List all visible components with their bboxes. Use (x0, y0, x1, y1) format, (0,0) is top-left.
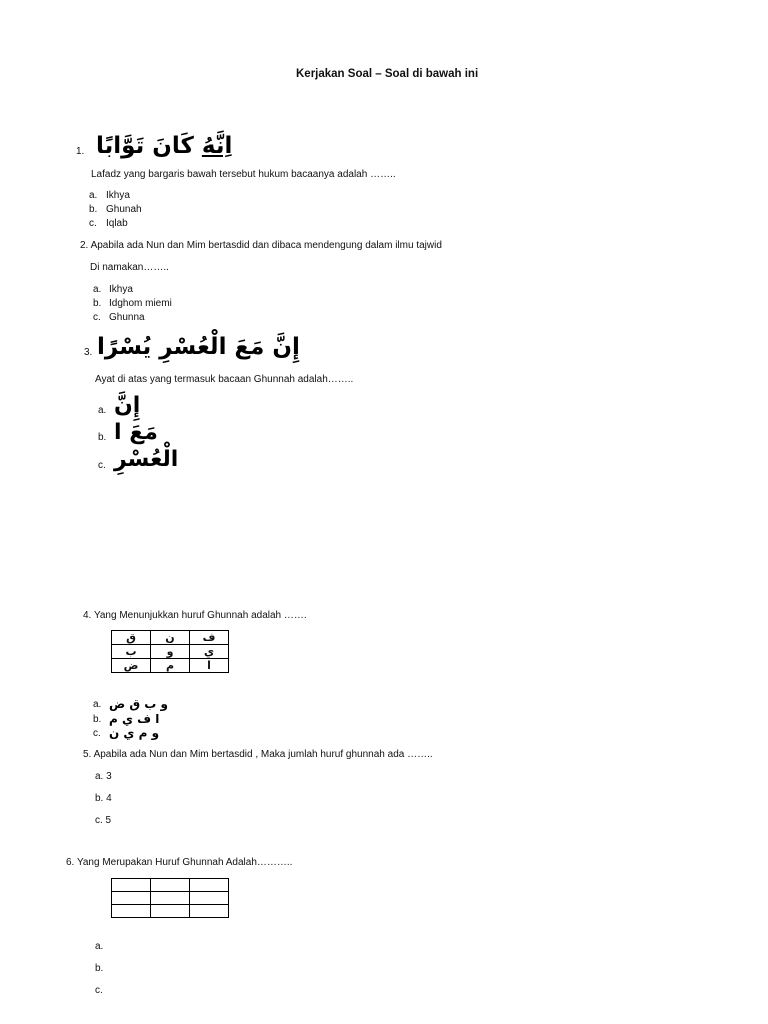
q4-option-c-arabic: و م ي ن (109, 726, 160, 740)
q1-option-a-label: a. (89, 190, 98, 201)
table-cell: ا (190, 659, 229, 673)
q6-text: 6. Yang Merupakan Huruf Ghunnah Adalah……….. (66, 857, 293, 868)
q3-arabic-verse: إِنَّ مَعَ الْعُسْرِ يُسْرًا (97, 334, 300, 360)
q3-text: Ayat di atas yang termasuk bacaan Ghunnah adalah…….. (95, 374, 354, 385)
page-title: Kerjakan Soal – Soal di bawah ini (296, 68, 479, 80)
q1-option-b: Ghunah (106, 204, 142, 215)
q1-text: Lafadz yang bargaris bawah tersebut hukum bacaanya adalah …….. (91, 169, 396, 180)
q4-option-a-label: a. (93, 699, 102, 710)
q4-option-a-arabic: و ب ق ض (109, 697, 168, 711)
table-cell (190, 892, 229, 905)
q6-option-c-label: c. (95, 985, 103, 996)
q3-option-b-label: b. (98, 432, 107, 443)
q2-text: 2. Apabila ada Nun dan Mim bertasdid dan dibaca mendengung dalam ilmu tajwid (80, 240, 442, 251)
table-cell: ض (112, 659, 151, 673)
q1-arabic-rest: كَانَ تَوَّابًا (96, 133, 202, 159)
q2-option-a-label: a. (93, 284, 102, 295)
q1-option-c: Iqlab (106, 218, 128, 229)
table-row (112, 879, 229, 892)
q6-option-b-label: b. (95, 963, 104, 974)
table-cell (151, 905, 190, 918)
q6-empty-table (111, 878, 229, 918)
q3-option-b-arabic: مَعَ ا (114, 420, 158, 445)
table-row (112, 892, 229, 905)
q4-text: 4. Yang Menunjukkan huruf Ghunnah adalah ……. (83, 610, 307, 621)
q3-option-c-label: c. (98, 460, 106, 471)
q1-option-a: Ikhya (106, 190, 130, 201)
q1-arabic-underlined: اِنَّهُ (201, 133, 233, 159)
q3-option-a-label: a. (98, 405, 107, 416)
q2-option-b-label: b. (93, 298, 102, 309)
q2-option-a: Ikhya (109, 284, 133, 295)
table-row (112, 905, 229, 918)
table-row (112, 645, 229, 659)
q3-option-a-arabic: إِنَّ (114, 393, 141, 418)
table-cell (151, 892, 190, 905)
table-cell (112, 879, 151, 892)
q1-arabic-verse (96, 133, 232, 159)
table-cell (190, 879, 229, 892)
q4-letter-table (111, 630, 229, 673)
table-cell: ن (151, 631, 190, 645)
q3-number: 3. (84, 347, 93, 358)
q1-option-b-label: b. (89, 204, 98, 215)
table-cell (112, 892, 151, 905)
table-cell (151, 879, 190, 892)
q5-option-a: a. 3 (95, 771, 112, 782)
q6-option-a-label: a. (95, 941, 104, 952)
q5-option-b: b. 4 (95, 793, 112, 804)
table-cell: ب (112, 645, 151, 659)
q4-option-b-arabic: ا ف ي م (109, 712, 160, 726)
q4-option-b-label: b. (93, 714, 102, 725)
table-cell: ق (112, 631, 151, 645)
q2-text-2: Di namakan…….. (90, 262, 169, 273)
q5-option-c: c. 5 (95, 815, 112, 826)
table-row (112, 631, 229, 645)
table-cell (112, 905, 151, 918)
q2-option-c-label: c. (93, 312, 101, 323)
table-cell (190, 905, 229, 918)
table-cell: و (151, 645, 190, 659)
q4-option-c-label: c. (93, 728, 101, 739)
table-row (112, 659, 229, 673)
table-cell: م (151, 659, 190, 673)
q2-option-c: Ghunna (109, 312, 145, 323)
q1-option-c-label: c. (89, 218, 97, 229)
q1-number: 1. (76, 146, 85, 157)
q2-option-b: Idghom miemi (109, 298, 172, 309)
table-cell: ف (190, 631, 229, 645)
q5-text: 5. Apabila ada Nun dan Mim bertasdid , Maka jumlah huruf ghunnah ada …….. (83, 749, 433, 760)
table-cell: ي (190, 645, 229, 659)
q3-option-c-arabic: الْعُسْرِ (114, 447, 179, 472)
